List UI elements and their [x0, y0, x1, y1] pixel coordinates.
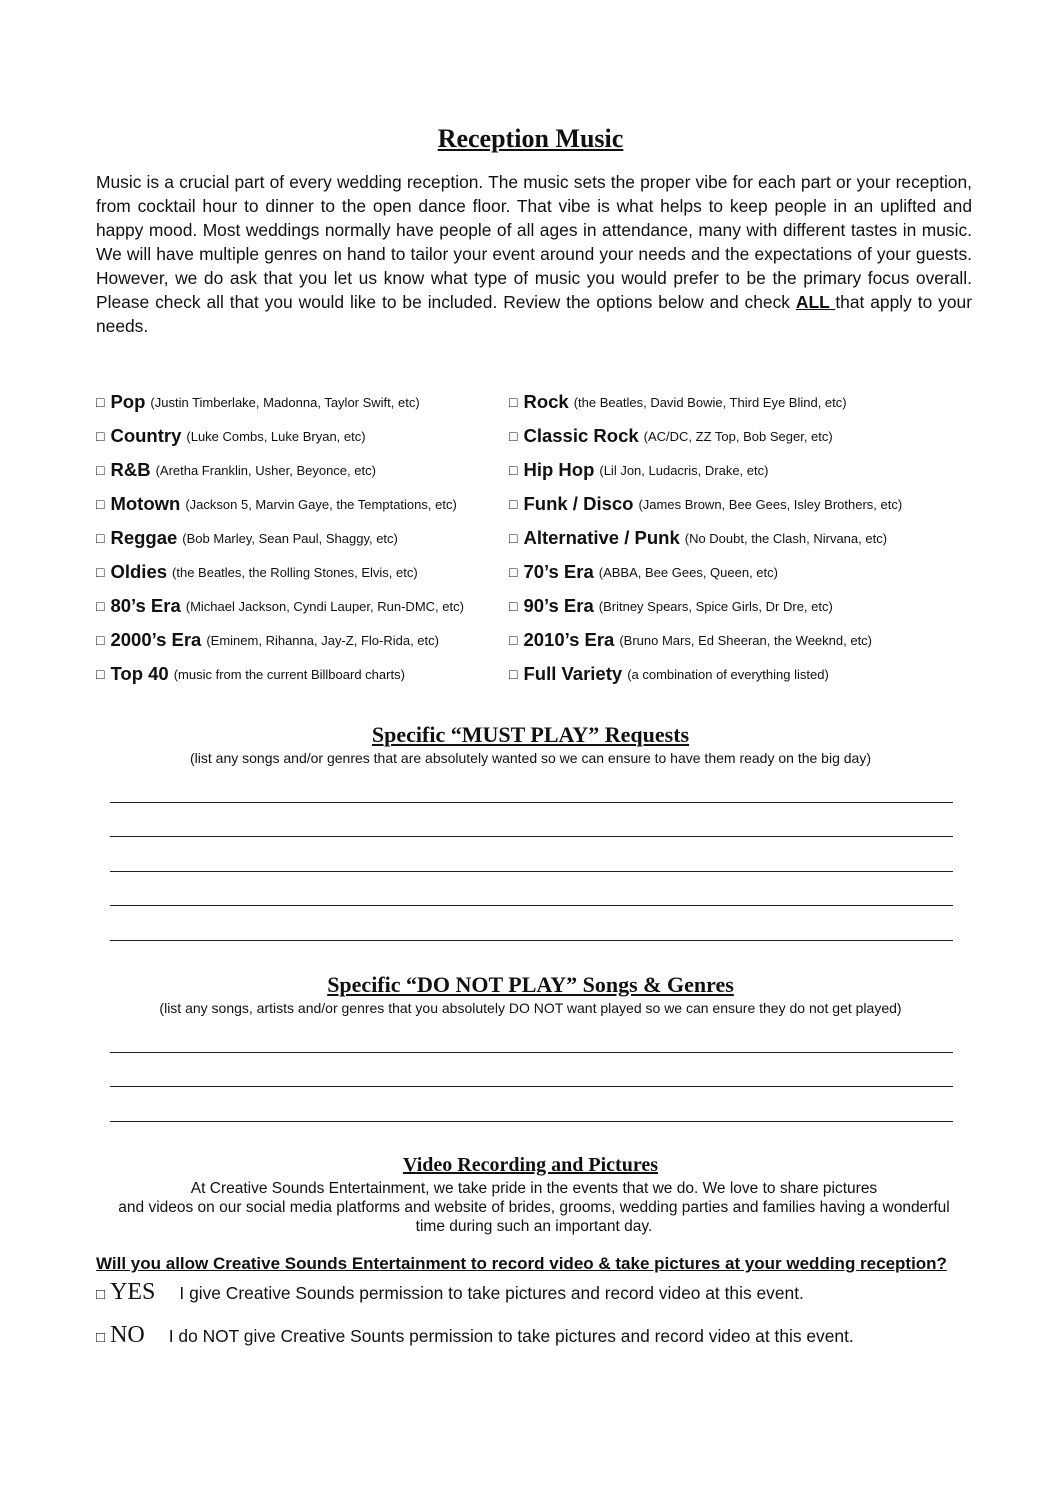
genre-examples: (Bruno Mars, Ed Sheeran, the Weeknd, etc) — [619, 632, 873, 648]
genre-name: 2000’s Era — [110, 629, 202, 650]
genre-name: Alternative / Punk — [523, 527, 680, 548]
checkbox-icon[interactable]: □ — [96, 598, 105, 614]
genre-option-2010s[interactable] — [509, 623, 902, 657]
do-not-play-subtitle: (list any songs, artists and/or genres that you absolutely DO NOT want played so we can ensure they do not get played) — [159, 1000, 902, 1016]
genre-option-classic-rock[interactable] — [509, 419, 902, 453]
genre-option-rnb[interactable] — [96, 453, 464, 487]
genre-name: Full Variety — [523, 663, 623, 684]
genre-option-hip-hop[interactable] — [509, 453, 902, 487]
checkbox-icon[interactable]: □ — [96, 394, 105, 410]
genre-examples: (Michael Jackson, Cyndi Lauper, Run-DMC, etc) — [185, 598, 464, 614]
checkbox-icon[interactable]: □ — [96, 530, 105, 546]
checkbox-icon[interactable]: □ — [509, 666, 518, 682]
genre-option-rock[interactable] — [509, 385, 902, 419]
genre-name: 2010’s Era — [523, 629, 615, 650]
must-play-subtitle: (list any songs and/or genres that are absolutely wanted so we can ensure to have them ready on the big day) — [190, 750, 871, 766]
genre-column-right — [509, 385, 902, 691]
checkbox-icon[interactable]: □ — [96, 632, 105, 648]
genre-examples: (ABBA, Bee Gees, Queen, etc) — [598, 564, 778, 580]
checkbox-icon[interactable]: □ — [96, 1286, 106, 1303]
genre-examples: (Bob Marley, Sean Paul, Shaggy, etc) — [182, 530, 398, 546]
checkbox-icon[interactable]: □ — [96, 496, 105, 512]
genre-examples: (Justin Timberlake, Madonna, Taylor Swift, etc) — [150, 394, 420, 410]
checkbox-icon[interactable]: □ — [96, 1329, 106, 1346]
must-play-input-line-5[interactable] — [110, 940, 953, 941]
video-description-line-3: time during such an important day. — [415, 1218, 653, 1235]
genre-examples: (Lil Jon, Ludacris, Drake, etc) — [599, 462, 769, 478]
genre-option-funk-disco[interactable] — [509, 487, 902, 521]
genre-examples: (Britney Spears, Spice Girls, Dr Dre, etc) — [598, 598, 833, 614]
checkbox-icon[interactable]: □ — [509, 530, 518, 546]
genre-name: R&B — [110, 459, 151, 480]
must-play-title: Specific “MUST PLAY” Requests — [371, 722, 690, 747]
genre-name: Classic Rock — [523, 425, 639, 446]
genre-option-90s[interactable] — [509, 589, 902, 623]
checkbox-icon[interactable]: □ — [509, 564, 518, 580]
genre-option-full-variety[interactable] — [509, 657, 902, 691]
checkbox-icon[interactable]: □ — [96, 428, 105, 444]
genre-name: Top 40 — [110, 663, 169, 684]
checkbox-icon[interactable]: □ — [509, 462, 518, 478]
genre-examples: (a combination of everything listed) — [627, 666, 829, 682]
genre-name: Rock — [523, 391, 569, 412]
must-play-input-line-3[interactable] — [110, 871, 953, 872]
intro-emphasis: ALL — [795, 292, 836, 312]
must-play-input-line-2[interactable] — [110, 836, 953, 837]
checkbox-icon[interactable]: □ — [96, 666, 105, 682]
genre-name: Hip Hop — [523, 459, 595, 480]
genre-option-alternative-punk[interactable] — [509, 521, 902, 555]
genre-examples: (the Beatles, the Rolling Stones, Elvis, etc) — [172, 564, 418, 580]
genre-name: Funk / Disco — [523, 493, 634, 514]
genre-option-2000s[interactable] — [96, 623, 464, 657]
video-description-line-2: and videos on our social media platforms and website of brides, grooms, wedding parties and families having a wonderful — [118, 1199, 950, 1216]
genre-examples: (music from the current Billboard charts) — [173, 666, 405, 682]
do-not-play-input-line-2[interactable] — [110, 1086, 953, 1087]
intro-paragraph — [96, 170, 972, 338]
genre-name: Oldies — [110, 561, 168, 582]
do-not-play-input-line-1[interactable] — [110, 1052, 953, 1053]
checkbox-icon[interactable]: □ — [509, 598, 518, 614]
checkbox-icon[interactable]: □ — [509, 394, 518, 410]
must-play-input-line-1[interactable] — [110, 802, 953, 803]
page-title: Reception Music — [437, 124, 624, 153]
genre-examples: (Aretha Franklin, Usher, Beyonce, etc) — [155, 462, 376, 478]
checkbox-icon[interactable]: □ — [96, 462, 105, 478]
genre-option-80s[interactable] — [96, 589, 464, 623]
genre-name: 90’s Era — [523, 595, 594, 616]
permission-question: Will you allow Creative Sounds Entertainment to record video & take pictures at your wedding reception? — [96, 1254, 947, 1273]
genre-examples: (No Doubt, the Clash, Nirvana, etc) — [684, 530, 888, 546]
genre-name: 80’s Era — [110, 595, 181, 616]
checkbox-icon[interactable]: □ — [96, 564, 105, 580]
no-text: I do NOT give Creative Sounts permission to take pictures and record video at this event. — [168, 1326, 854, 1346]
genre-name: Country — [110, 425, 182, 446]
genre-option-oldies[interactable] — [96, 555, 464, 589]
genre-option-reggae[interactable] — [96, 521, 464, 555]
yes-text: I give Creative Sounds permission to take pictures and record video at this event. — [179, 1283, 804, 1303]
no-label: NO — [110, 1322, 145, 1348]
genre-examples: (Luke Combs, Luke Bryan, etc) — [186, 428, 366, 444]
checkbox-icon[interactable]: □ — [509, 428, 518, 444]
yes-label: YES — [110, 1279, 156, 1305]
video-description — [96, 1179, 972, 1236]
genre-option-top40[interactable] — [96, 657, 464, 691]
permission-no-option[interactable] — [96, 1322, 854, 1349]
intro-text: Music is a crucial part of every wedding reception. The music sets the proper vibe for each part or your reception, from cocktail hour to dinner to the open dance floor. That vibe is what helps to keep people in an uplifted and happy mood. Most weddings normally have people of all ages in attendance, many with different tastes in music. We will have multiple genres on hand to tailor your event around your needs and the expectations of your guests. However, we do ask that you let us know what type of music you would prefer to be the primary focus overall. Please check all that you would like to be included. Review the options below and check — [96, 172, 972, 312]
genre-examples: (Jackson 5, Marvin Gaye, the Temptations, etc) — [185, 496, 457, 512]
genre-examples: (Eminem, Rihanna, Jay-Z, Flo-Rida, etc) — [206, 632, 439, 648]
checkbox-icon[interactable]: □ — [509, 496, 518, 512]
genre-name: Pop — [110, 391, 146, 412]
checkbox-icon[interactable]: □ — [509, 632, 518, 648]
permission-yes-option[interactable] — [96, 1279, 804, 1306]
do-not-play-input-line-3[interactable] — [110, 1121, 953, 1122]
genre-name: 70’s Era — [523, 561, 594, 582]
must-play-input-line-4[interactable] — [110, 905, 953, 906]
genre-column-left — [96, 385, 464, 691]
genre-examples: (the Beatles, David Bowie, Third Eye Blind, etc) — [573, 394, 847, 410]
genre-option-country[interactable] — [96, 419, 464, 453]
genre-option-pop[interactable] — [96, 385, 464, 419]
genre-option-motown[interactable] — [96, 487, 464, 521]
genre-option-70s[interactable] — [509, 555, 902, 589]
video-description-line-1: At Creative Sounds Entertainment, we take pride in the events that we do. We love to share pictures — [190, 1180, 878, 1197]
genre-name: Reggae — [110, 527, 178, 548]
do-not-play-title: Specific “DO NOT PLAY” Songs & Genres — [327, 972, 734, 997]
genre-name: Motown — [110, 493, 181, 514]
genre-examples: (AC/DC, ZZ Top, Bob Seger, etc) — [643, 428, 833, 444]
genre-examples: (James Brown, Bee Gees, Isley Brothers, etc) — [638, 496, 903, 512]
video-title: Video Recording and Pictures — [403, 1154, 658, 1176]
intro-tail: that apply to your needs. — [96, 292, 972, 336]
